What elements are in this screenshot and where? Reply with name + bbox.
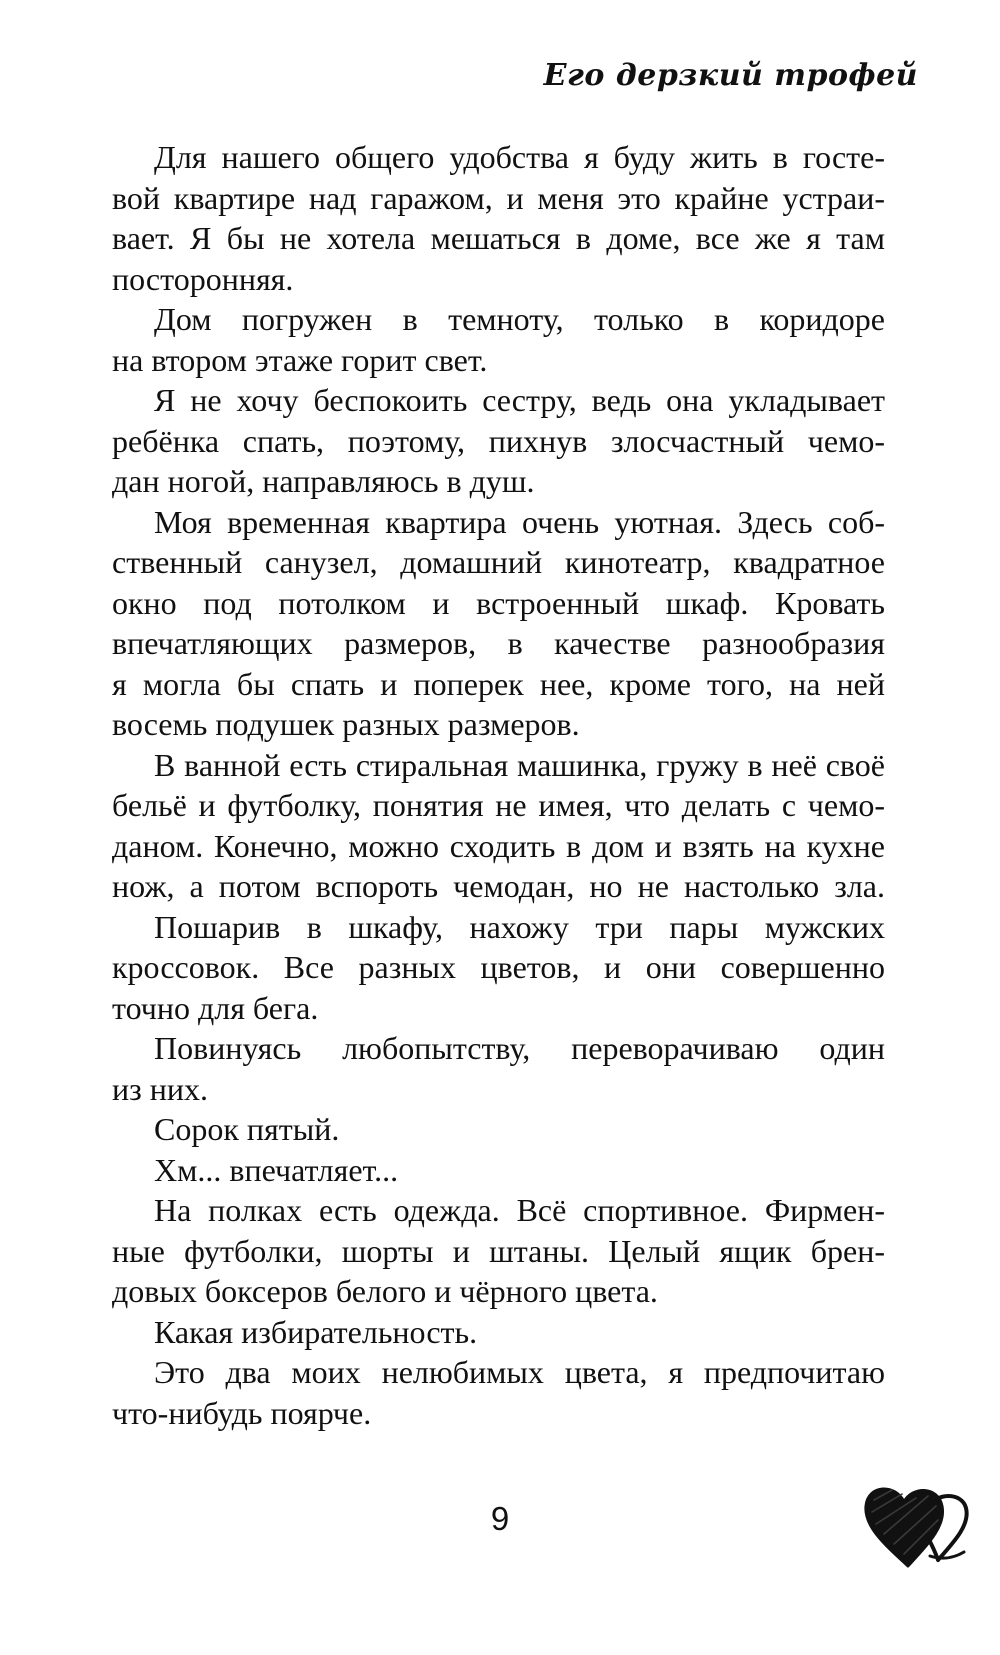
page-number: 9	[490, 1500, 510, 1537]
text-line: на втором этаже горит свет.	[112, 341, 488, 378]
text-line: даном. Конечно, можно сходить в дом и взять на кухне	[112, 827, 885, 864]
text-line: точно для бега.	[112, 989, 319, 1026]
text-line: В ванной есть стиральная машинка, гружу в неё своё	[154, 746, 885, 783]
text-line: вой квартире над гаражом, и меня это крайне устраи-	[112, 179, 885, 216]
text-line: Дом погружен в темноту, только в коридоре	[154, 301, 885, 337]
text-line: На полках есть одежда. Всё спортивное. Фирмен-	[154, 1192, 885, 1228]
text-line: Моя временная квартира очень уютная. Здесь соб-	[154, 503, 885, 540]
text-line: ребёнка спать, поэтому, пихнув злосчастный чемо-	[112, 422, 885, 459]
text-line: Я не хочу беспокоить сестру, ведь она укладывает	[154, 382, 885, 418]
text-line: я могла бы спать и поперек нее, кроме того, на ней	[112, 665, 885, 702]
text-line: окно под потолком и встроенный шкаф. Кровать	[112, 584, 885, 621]
text-line: посторонняя.	[112, 260, 294, 297]
text-line: Повинуясь любопытству, переворачиваю один	[154, 1030, 885, 1066]
text-line: нож, а потом вспороть чемодан, но не настолько зла.	[112, 868, 885, 904]
text-line: впечатляющих размеров, в качестве разнообразия	[112, 625, 885, 661]
text-line: ные футболки, шорты и штаны. Целый ящик брен-	[112, 1232, 885, 1269]
text-line: дан ногой, направляюсь в душ.	[112, 463, 535, 499]
text-line: что-нибудь поярче.	[112, 1394, 372, 1431]
text-line: довых боксеров белого и чёрного цвета.	[112, 1273, 658, 1309]
body-text	[112, 137, 885, 1433]
text-line: вает. Я бы не хотела мешаться в доме, все же я там	[112, 220, 885, 256]
text-line: из них.	[112, 1070, 209, 1107]
text-line: Какая избирательность.	[154, 1313, 478, 1350]
text-line: Хм... впечатляет...	[154, 1151, 399, 1188]
running-title: Его дерзкий трофей	[543, 58, 918, 93]
text-line: ственный санузел, домашний кинотеатр, квадратное	[112, 544, 885, 580]
text-line: Это два моих нелюбимых цвета, я предпочитаю	[154, 1354, 885, 1390]
text-line: Для нашего общего удобства я буду жить в госте-	[154, 139, 885, 175]
text-line: Сорок пятый.	[154, 1111, 340, 1147]
text-line: бельё и футболку, понятия не имея, что делать с чемо-	[112, 787, 885, 823]
text-line: кроссовок. Все разных цветов, и они совершенно	[112, 949, 885, 985]
text-line: Пошарив в шкафу, нахожу три пары мужских	[154, 908, 885, 945]
hearts-icon	[862, 1478, 980, 1570]
text-line: восемь подушек разных размеров.	[112, 706, 580, 742]
